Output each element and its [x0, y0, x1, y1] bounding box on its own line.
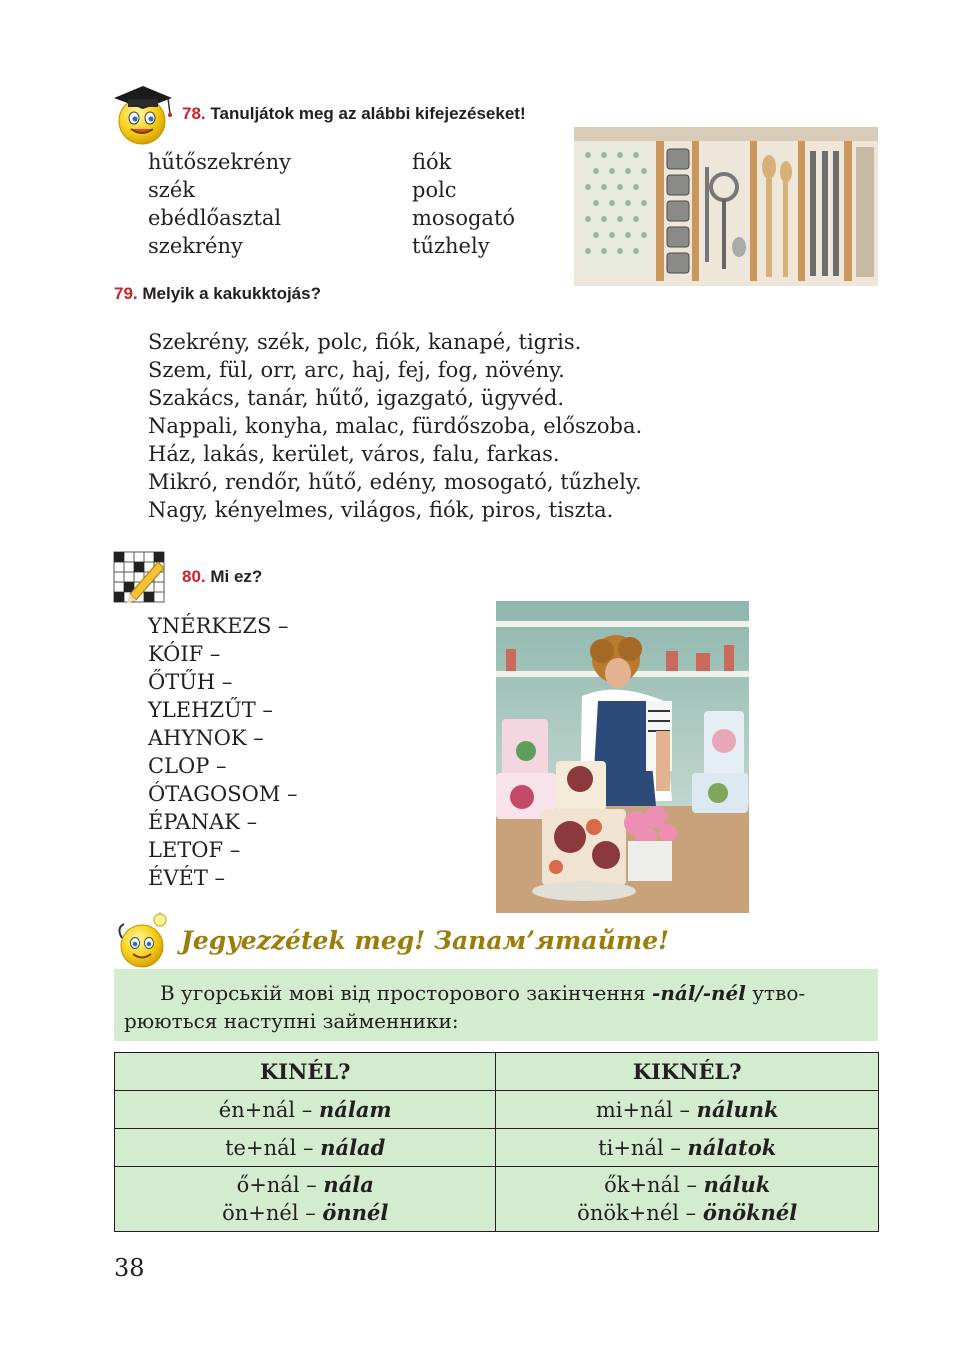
page-number: 38	[114, 1254, 145, 1282]
word-row: Mikró, rendőr, hűtő, edény, mosogató, tűzhely.	[148, 470, 642, 494]
table-cell	[115, 1129, 496, 1167]
cell-form: önöknél	[702, 1200, 798, 1225]
cell-form: önnél	[322, 1200, 389, 1225]
word-row: Szekrény, szék, polc, fiók, kanapé, tigris.	[148, 330, 582, 354]
cell-base: én+nál –	[218, 1097, 319, 1122]
cell-form: nálatok	[687, 1134, 777, 1160]
cell-base: mi+nál –	[595, 1097, 697, 1122]
word-row: Szakács, tanár, hűtő, igazgató, ügyvéd.	[148, 386, 565, 410]
vocab-word: ebédlőasztal	[148, 206, 282, 230]
anagram-item: KÓIF –	[148, 642, 221, 666]
table-row	[115, 1091, 879, 1129]
note-text-part: В угорській мові від просторового закінчення	[160, 981, 653, 1005]
word-row: Nagy, kényelmes, világos, fiók, piros, tiszta.	[148, 498, 614, 522]
anagram-item: ÉVÉT –	[148, 866, 226, 890]
word-row: Ház, lakás, kerület, város, falu, farkas.	[148, 442, 560, 466]
word-row: Szem, fül, orr, arc, haj, fej, fog, növény.	[148, 358, 565, 382]
exercise-title: Mi ez?	[210, 567, 263, 586]
anagram-item: ÉPANAK –	[148, 810, 258, 834]
word-row: Nappali, konyha, malac, fürdőszoba, előszoba.	[148, 414, 643, 438]
note-text-part: утво-	[745, 981, 806, 1005]
note-ending: -nál/-nél	[652, 981, 746, 1005]
note-text-line2: рюються наступні займенники:	[124, 1009, 459, 1033]
table-cell	[496, 1129, 879, 1167]
vocab-word: szék	[148, 178, 195, 202]
idea-smiley-icon	[112, 912, 174, 970]
odd-one-out-list	[148, 328, 642, 524]
vocabulary-column-1	[148, 148, 291, 260]
cell-base: ő+nál –	[236, 1173, 324, 1197]
vocab-word: polc	[412, 178, 457, 202]
table-row	[115, 1129, 879, 1167]
cell-base: ön+nél –	[222, 1201, 323, 1225]
exercise-80-heading	[182, 567, 262, 587]
column-header: KINÉL?	[115, 1053, 496, 1091]
note-text	[124, 979, 868, 1007]
anagram-item: CLOP –	[148, 754, 227, 778]
exercise-79-heading	[114, 284, 321, 304]
pronoun-table	[114, 1052, 879, 1232]
table-cell	[496, 1167, 879, 1232]
vocab-word: mosogató	[412, 206, 516, 230]
exercise-title: Tanuljátok meg az alábbi kifejezéseket!	[210, 104, 526, 123]
graduate-smiley-icon	[110, 84, 176, 146]
table-row	[115, 1167, 879, 1232]
anagram-item: ŐTŰH –	[148, 670, 233, 694]
cell-form: nálad	[320, 1134, 386, 1160]
anagram-list	[148, 612, 298, 892]
pronoun-table-wrapper	[114, 1052, 879, 1232]
exercise-number: 80.	[182, 567, 206, 586]
kitchen-drawer-photo	[574, 127, 878, 286]
cell-base: önök+nél –	[577, 1201, 703, 1225]
cell-form: nálunk	[696, 1096, 779, 1122]
exercise-78-heading	[182, 104, 526, 124]
exercise-number: 79.	[114, 284, 138, 303]
cell-base: te+nál –	[225, 1135, 321, 1160]
vocab-word: tűzhely	[412, 234, 490, 258]
vocab-word: fiók	[412, 150, 452, 174]
table-cell	[115, 1091, 496, 1129]
note-box	[114, 969, 878, 1041]
cell-base: ti+nál –	[598, 1135, 688, 1160]
vocabulary-column-2	[412, 148, 515, 260]
crossword-pencil-icon	[112, 548, 170, 604]
vocab-word: szekrény	[148, 234, 243, 258]
anagram-item: YNÉRKEZS –	[148, 614, 289, 638]
table-cell	[115, 1167, 496, 1232]
exercise-title: Melyik a kakukktojás?	[142, 284, 321, 303]
exercise-number: 78.	[182, 104, 206, 123]
vocab-word: hűtőszekrény	[148, 150, 291, 174]
anagram-item: YLEHZŰT –	[148, 698, 273, 722]
cell-form: náluk	[703, 1172, 771, 1197]
cell-form: nálam	[318, 1096, 392, 1122]
cell-base: ők+nál –	[604, 1173, 704, 1197]
note-title: Jegyezzétek meg! Запам’ятайте!	[181, 926, 670, 955]
column-header: KIKNÉL?	[496, 1053, 879, 1091]
anagram-item: LETOF –	[148, 838, 241, 862]
cake-decorating-photo	[496, 601, 749, 913]
table-cell	[496, 1091, 879, 1129]
anagram-item: AHYNOK –	[148, 726, 264, 750]
table-header-row	[115, 1053, 879, 1091]
cell-form: nála	[323, 1172, 374, 1197]
anagram-item: ÓTAGOSOM –	[148, 782, 298, 806]
